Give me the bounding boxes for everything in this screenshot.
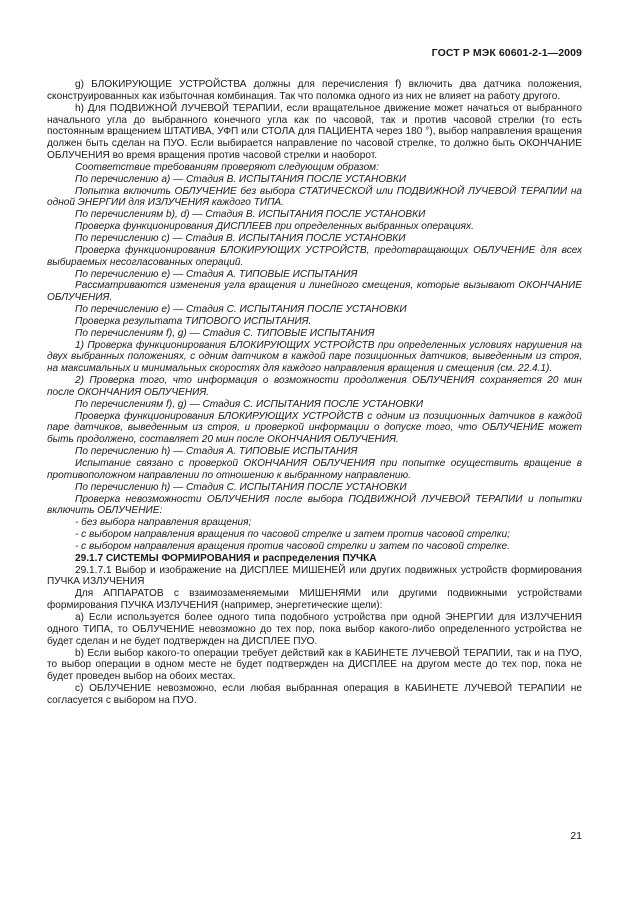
paragraph: По перечислениям f), g) — Стадия С. ИСПЫТАНИЯ ПОСЛЕ УСТАНОВКИ [75,398,424,410]
section-heading: 29.1.7 СИСТЕМЫ ФОРМИРОВАНИЯ и распределения ПУЧКА [75,552,377,564]
paragraph: Проверка функционирования БЛОКИРУЮЩИХ УСТРОЙСТВ, предотвращающих ОБЛУЧЕНИЕ для всех выбираемых несогласованных операций. [47,244,582,268]
paragraph: Испытание связано с проверкой ОКОНЧАНИЯ ОБЛУЧЕНИЯ при попытке осуществить вращение в противоположном направлении по отношению к выбранному направлению. [47,458,582,481]
list-item: - с выбором направления вращения по часовой стрелке и затем против часовой стрелки; [75,529,510,541]
paragraph: Проверка результата ТИПОВОГО ИСПЫТАНИЯ. [75,315,312,327]
document-body [47,79,582,707]
paragraph: Проверка невозможности ОБЛУЧЕНИЯ после выбора ПОДВИЖНОЙ ЛУЧЕВОЙ ТЕРАПИИ и попытки включить ОБЛУЧЕНИЕ: [47,493,582,517]
subsection-heading: 29.1.7.1 Выбор и изображение на ДИСПЛЕЕ МИШЕНЕЙ или других подвижных устройств формирования ПУЧКА ИЗЛУЧЕНИЯ [47,564,582,588]
list-item: - с выбором направления вращения против часовой стрелки и затем по часовой стрелке. [75,540,510,552]
paragraph: Для АППАРАТОВ с взаимозаменяемыми МИШЕНЯМИ или другими подвижными устройствами формирования ПУЧКА ИЗЛУЧЕНИЯ (например, энергетические щели): [47,588,582,612]
paragraph: 1) Проверка функционирования БЛОКИРУЮЩИХ УСТРОЙСТВ при определенных условиях нарушения на двух выбранных положениях, с одним датчиком в каждой паре позиционных датчиков, выведенным из строя, на максимальных и минимальных скоростях для каждого направления вращения и смещения (см. 22.4.1). [47,339,582,375]
paragraph: с) ОБЛУЧЕНИЕ невозможно, если любая выбранная операция в КАБИНЕТЕ ЛУЧЕВОЙ ТЕРАПИИ не согласуется с выбором на ПУО. [47,683,582,706]
paragraph: Рассматриваются изменения угла вращения и линейного смещения, которые вызывают ОКОНЧАНИЕ ОБЛУЧЕНИЯ. [47,280,582,304]
paragraph: Проверка функционирования БЛОКИРУЮЩИХ УСТРОЙСТВ с одним из позиционных датчиков в каждой паре датчиков, выведенным из строя, и проверкой информации о допуске того, что ОБЛУЧЕНИЕ может быть продолжено, составляет 20 мин после ОКОНЧАНИЯ ОБЛУЧЕНИЯ. [47,410,582,446]
paragraph: b) Если выбор какого-то операции требует действий как в КАБИНЕТЕ ЛУЧЕВОЙ ТЕРАПИИ, так и на ПУО, то выбор операции в одном месте не будет подтвержден на ДИСПЛЕЕ на другом месте до тех пор, пока не будет проведен выбор на обоих местах. [47,647,582,683]
paragraph: По перечислению е) — Стадия С. ИСПЫТАНИЯ ПОСЛЕ УСТАНОВКИ [75,304,407,316]
page-number: 21 [570,830,582,842]
paragraph: По перечислениям b), d) — Стадия В. ИСПЫТАНИЯ ПОСЛЕ УСТАНОВКИ [75,209,426,221]
paragraph: По перечислению е) — Стадия А. ТИПОВЫЕ ИСПЫТАНИЯ [75,268,358,280]
paragraph: а) Если используется более одного типа подобного устройства при одной ЭНЕРГИИ для ИЗЛУЧЕНИЯ одного ТИПА, то ОБЛУЧЕНИЕ невозможно до тех пор, пока выбор какого-либо определенного устройства не будет сделан и не будет подтвержден на ДИСПЛЕЕ ПУО. [47,611,582,647]
paragraph: h) Для ПОДВИЖНОЙ ЛУЧЕВОЙ ТЕРАПИИ, если вращательное движение может начаться от выбранного начального угла до выбранного конечного угла как по часовой, так и против часовой стрелки (то есть постоянным вращением ШТАТИВА, УФП или СТОЛА для ПАЦИЕНТА через 180 °), выбор направления вращения должен быть сделан на ПУО. Если выбирается направление по часовой стрелке, то должно быть ОКОНЧАНИЕ ОБЛУЧЕНИЯ во время вращения против часовой стрелки и наоборот. [47,102,582,162]
paragraph: По перечислению а) — Стадия В. ИСПЫТАНИЯ ПОСЛЕ УСТАНОВКИ [75,173,407,185]
paragraph: По перечислению с) — Стадия В. ИСПЫТАНИЯ ПОСЛЕ УСТАНОВКИ [75,232,406,244]
paragraph: g) БЛОКИРУЮЩИЕ УСТРОЙСТВА должны для перечисления f) включить два датчика положения, сконструированных как избыточная комбинация. Так что поломка одного из них не влияет на работу другого. [47,79,582,102]
paragraph: Соответствие требованиям проверяют следующим образом: [75,161,379,173]
paragraph: По перечислению h) — Стадия С. ИСПЫТАНИЯ ПОСЛЕ УСТАНОВКИ [75,481,407,493]
paragraph: 2) Проверка того, что информация о возможности продолжения ОБЛУЧЕНИЯ сохраняется 20 мин после ОКОНЧАНИЯ ОБЛУЧЕНИЯ. [47,375,582,398]
paragraph: Проверка функционирования ДИСПЛЕЕВ при определенных выбранных операциях. [75,221,474,233]
paragraph: По перечислению h) — Стадия А. ТИПОВЫЕ ИСПЫТАНИЯ [75,446,358,458]
standard-header: ГОСТ Р МЭК 60601-2-1—2009 [431,47,582,59]
paragraph: По перечислениям f), g) — Стадия С. ТИПОВЫЕ ИСПЫТАНИЯ [75,327,375,339]
paragraph: Попытка включить ОБЛУЧЕНИЕ без выбора СТАТИЧЕСКОЙ или ПОДВИЖНОЙ ЛУЧЕВОЙ ТЕРАПИИ на одной ЭНЕРГИИ для ИЗЛУЧЕНИЯ каждого ТИПА. [47,185,582,209]
list-item: - без выбора направления вращения; [75,517,252,529]
